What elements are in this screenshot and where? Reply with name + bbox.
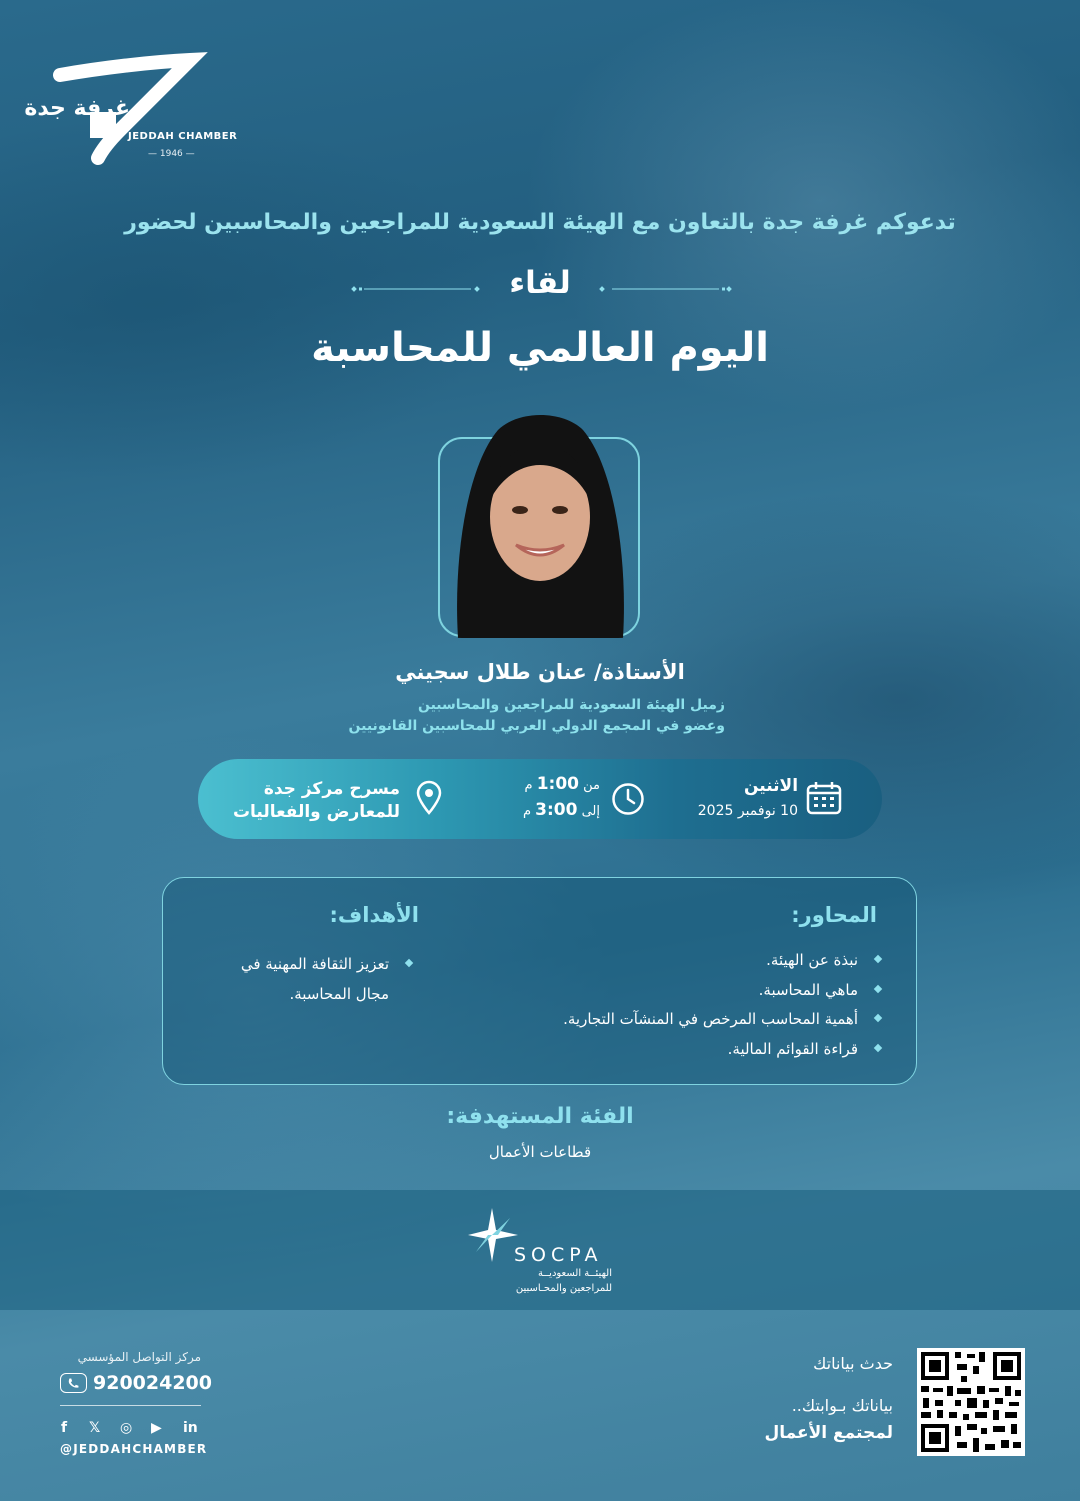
bullet-icon xyxy=(874,1014,882,1022)
event-day: الاثنين xyxy=(744,776,799,796)
qr-code[interactable] xyxy=(917,1348,1025,1456)
jeddah-chamber-logo xyxy=(24,50,230,170)
social-handle[interactable]: @JEDDAHCHAMBER xyxy=(60,1442,208,1456)
venue-line-1: مسرح مركز جدة xyxy=(263,779,400,799)
axis-item-text: أهمية المحاسب المرخص في المنشآت التجارية. xyxy=(563,1010,858,1028)
target-audience-heading: الفئة المستهدفة: xyxy=(446,1104,634,1129)
update-data-line-2: بياناتك بـوابتك.. xyxy=(791,1396,893,1415)
speaker-role-line-1: زميل الهيئة السعودية للمراجعين والمحاسبين xyxy=(417,697,725,713)
axes-list xyxy=(484,946,884,1064)
svg-text:غرفة جدة: غرفة جدة xyxy=(24,96,130,121)
list-item xyxy=(484,976,884,1006)
phone-icon xyxy=(60,1373,87,1393)
list-item xyxy=(484,946,884,976)
logo-year: — 1946 — xyxy=(148,149,195,159)
target-audience-value: قطاعات الأعمال xyxy=(488,1143,592,1161)
x-twitter-icon[interactable]: 𝕏 xyxy=(89,1420,101,1436)
youtube-icon[interactable]: ▶ xyxy=(151,1420,162,1436)
facebook-icon[interactable]: f xyxy=(61,1420,68,1436)
instagram-icon[interactable]: ◎ xyxy=(120,1420,133,1436)
axes-heading: المحاور: xyxy=(791,903,877,927)
bullet-icon xyxy=(874,955,882,963)
socpa-arabic-line-1: الهيئــة السعوديــة xyxy=(537,1268,612,1279)
list-item xyxy=(185,950,415,1009)
time-from xyxy=(525,774,601,794)
clock-icon xyxy=(611,782,645,816)
ornament-left xyxy=(350,286,485,292)
linkedin-icon[interactable]: in xyxy=(183,1420,198,1436)
goals-heading: الأهداف: xyxy=(329,903,419,927)
list-item xyxy=(484,1035,884,1065)
socpa-star-logo xyxy=(466,1206,520,1264)
socpa-name: SOCPA xyxy=(514,1244,603,1266)
bullet-icon xyxy=(405,959,413,967)
meeting-label: لقاء xyxy=(509,265,571,301)
logo-english-name: JEDDAH CHAMBER xyxy=(128,131,238,142)
phone-number[interactable]: 920024200 xyxy=(93,1372,212,1394)
contact-center-label: مركز التواصل المؤسسي xyxy=(77,1350,201,1364)
speaker-photo xyxy=(438,405,642,638)
update-data-line-3: لمجتمع الأعمال xyxy=(764,1423,893,1443)
calendar-icon xyxy=(806,781,842,815)
bullet-icon xyxy=(874,984,882,992)
venue xyxy=(233,778,400,824)
venue-line-2: للمعارض والفعاليات xyxy=(232,802,400,822)
speaker-role xyxy=(125,695,725,737)
to-label: إلى xyxy=(581,804,600,819)
goals-list xyxy=(185,950,415,1009)
location-pin-icon xyxy=(416,781,442,815)
to-time: 3:00 xyxy=(535,800,578,820)
axis-item-text: نبذة عن الهيئة. xyxy=(766,951,858,969)
invitation-line: تدعوكم غرفة جدة بالتعاون مع الهيئة السعودية للمراجعين والمحاسبين لحضور xyxy=(124,210,956,235)
event-title: اليوم العالمي للمحاسبة xyxy=(311,325,769,371)
ornament-right xyxy=(598,286,733,292)
axis-item-text: قراءة القوائم المالية. xyxy=(727,1039,858,1058)
speaker-role-line-2: وعضو في المجمع الدولي العربي للمحاسبين القانونيين xyxy=(348,718,725,734)
from-pm: م xyxy=(524,778,533,793)
list-item xyxy=(484,1005,884,1035)
speaker-name: الأستاذة/ عنان طلال سجيني xyxy=(395,660,685,684)
from-time: 1:00 xyxy=(536,774,579,794)
event-date: 10 نوفمبر 2025 xyxy=(697,803,798,819)
goal-text-line-2: مجال المحاسبة. xyxy=(289,984,389,1003)
bullet-icon xyxy=(874,1043,882,1051)
from-label: من xyxy=(583,778,600,793)
goal-text-line-1: تعزيز الثقافة المهنية في xyxy=(240,955,389,973)
axis-item-text: ماهي المحاسبة. xyxy=(758,980,858,999)
to-pm: م xyxy=(522,804,531,819)
footer-divider xyxy=(60,1405,201,1406)
socpa-arabic-line-2: للمراجعين والمحـاسبين xyxy=(515,1283,612,1294)
update-data-label: حدث بياناتك xyxy=(813,1354,893,1373)
time-to xyxy=(523,800,600,820)
